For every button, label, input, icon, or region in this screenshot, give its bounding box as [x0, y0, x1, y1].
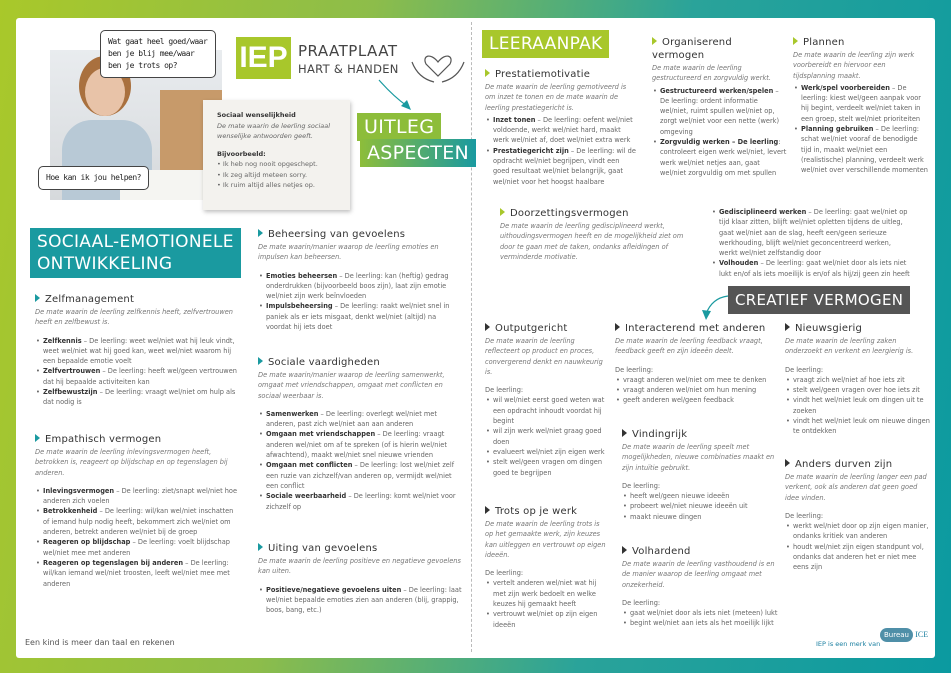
criterion-text: stelt wel/geen vragen om dingen goed te begrijpen	[493, 458, 603, 477]
list-item	[622, 512, 782, 522]
section-title: Organiserend vermogen	[652, 37, 732, 61]
speech-bubble-help: Hoe kan ik jou helpen?	[38, 166, 149, 190]
criterion-text: wil zijn werk wel/niet graag goed doen	[493, 427, 602, 446]
section-description: De mate waarin/manier waarop de leerling emoties en impulsen kan beheersen.	[258, 243, 439, 262]
criterion-text: – De leerling: gaat wel/niet op tijd klaar zitten, blijft wel/niet opletten tijdens de uitleg, gaat wel/niet aan de slag, heeft een/geen serieuze werkhouding, blijft wel/niet geconcentreerd werken, werkt wel/niet zelfstandig door	[719, 208, 908, 258]
triangle-bullet-icon	[622, 429, 627, 437]
section-heading	[652, 36, 787, 62]
list-item	[785, 395, 930, 416]
criteria-list	[258, 585, 463, 616]
section-intro: De leerling:	[785, 365, 824, 374]
criterion-name: Inzet tonen	[493, 115, 536, 124]
card-example: • Ik heb nog nooit opgeschept.	[217, 160, 318, 168]
triangle-bullet-icon	[785, 459, 790, 467]
criterion-name: Zorgvuldig werken – De leerling	[660, 138, 779, 147]
section-heading	[485, 505, 607, 518]
criteria-list	[485, 115, 637, 187]
list-item	[652, 137, 787, 178]
section-heading	[622, 428, 782, 441]
section-intro: De leerling:	[485, 386, 524, 395]
card-desc: De mate waarin de leerling sociaal wenselijke antwoorden geeft.	[217, 121, 331, 140]
criterion-text: : controleert eigen werk wel/niet, levert werk wel/niet netjes aan, gaat wel/niet zorgvuldig om met spullen	[660, 138, 787, 177]
section-description: De mate waarin de leerling positieve en negatieve gevoelens kan uiten.	[258, 557, 461, 576]
section-heading	[793, 36, 928, 49]
criterion-name: Zelfbewustzijn	[43, 388, 98, 397]
section-heading	[785, 458, 930, 471]
section-nieuwsgierig	[785, 322, 930, 437]
list-item	[615, 395, 777, 405]
list-item	[785, 375, 930, 385]
section-beheersing	[258, 228, 463, 332]
section-outputgericht	[485, 322, 607, 478]
criteria-list	[258, 271, 463, 333]
list-item	[615, 375, 777, 385]
criterion-name: Emoties beheersen	[266, 271, 338, 280]
section-zelfmanagement	[35, 293, 240, 408]
section-intro: De leerling:	[485, 569, 524, 578]
section-volhardend	[622, 545, 782, 629]
arrow-icon	[375, 78, 415, 113]
list-item	[622, 608, 782, 618]
triangle-bullet-icon	[615, 323, 620, 331]
section-description: De mate waarin de leerling zaken onderzoekt en verkent en leergierig is.	[785, 337, 914, 356]
list-item	[258, 460, 463, 491]
list-item	[35, 486, 240, 507]
list-item	[622, 618, 782, 628]
criteria-list	[35, 336, 240, 408]
section-title: Nieuwsgierig	[795, 323, 863, 334]
criterion-text: – De leerling: voelt blijdschap wel/niet mee met anderen	[43, 538, 230, 557]
section-heading	[258, 228, 463, 241]
title-line: ONTWIKKELING	[37, 254, 173, 274]
criterion-text: maakt nieuwe dingen	[630, 512, 702, 521]
list-item	[615, 385, 777, 395]
criterion-text: vindt het wel/niet leuk om dingen uit te zoeken	[793, 396, 924, 415]
criterion-name: Reageren op tegenslagen bij anderen	[43, 558, 184, 567]
criterion-text: – De leerling: oefent wel/niet voldoende, werkt wel/niet hard, maakt werk wel/niet af, doet wel/niet extra werk	[493, 115, 633, 145]
list-item	[711, 258, 910, 279]
iep-logo: IEP	[236, 37, 291, 79]
criterion-text: vraagt anderen wel/niet om hun mening	[623, 386, 757, 395]
section-intro: De leerling:	[785, 511, 824, 520]
section-interacterend	[615, 322, 777, 406]
section-title: Prestatiemotivatie	[495, 69, 591, 80]
title-line: SOCIAAL-EMOTIONELE	[37, 232, 234, 252]
list-item	[258, 429, 463, 460]
list-item	[35, 558, 240, 589]
list-item	[711, 207, 910, 258]
section-doorzetting	[500, 207, 910, 279]
poster-subtitle: HART & HANDEN	[298, 62, 399, 76]
section-heading	[35, 433, 240, 446]
section-description: De mate waarin de leerling speelt met mogelijkheden, nieuwe combinaties maakt en zijn intuïtie gebruikt.	[622, 443, 775, 472]
section-description: De mate waarin de leerling gedisciplineerd werkt, uithoudingsvermogen heeft en de mogelijkheid ziet om door te gaan met de taken, ondanks afleidingen of verminderde motivatie.	[500, 222, 684, 261]
criterion-text: probeert wel/niet nieuwe ideeën uit	[630, 502, 748, 511]
criterion-name: Zelfkennis	[43, 336, 82, 345]
card-example: • Ik ruim altijd alles netjes op.	[217, 181, 315, 189]
list-item	[258, 585, 463, 616]
section-description: De mate waarin de leerling langer een pad verkent, ook als anderen dat geen goed idee vinden.	[785, 473, 927, 502]
brand-bureau: Bureau	[880, 628, 913, 642]
triangle-bullet-icon	[258, 229, 263, 237]
triangle-bullet-icon	[622, 546, 627, 554]
list-item	[622, 491, 782, 501]
section-description: De mate waarin de leerling zijn werk voorbereidt en hiervoor een tijdsplanning maakt.	[793, 51, 915, 80]
criterion-name: Prestatiegericht zijn	[493, 146, 569, 155]
section-title: Trots op je werk	[495, 506, 578, 517]
section-heading	[35, 293, 240, 306]
criterion-text: – De leerling: wil/kan wel/niet inschatten of iemand hulp nodig heeft, bekommert zich wel/niet om anderen, betrekt anderen wel/niet bij de groep	[43, 507, 234, 537]
criterion-text: werkt wel/niet door op zijn eigen manier, ondanks kritiek van anderen	[793, 522, 929, 541]
criteria-list	[793, 83, 928, 176]
criteria-list	[785, 375, 930, 437]
criteria-list	[622, 491, 782, 522]
section-description: De mate waarin de leerling zelfkennis heeft, zelfvertrouwen heeft en zelfbewust is.	[35, 308, 233, 327]
section-description: De mate waarin de leerling feedback vraagt, feedback geeft en zijn ideeën deelt.	[615, 337, 763, 356]
section-sociale	[258, 356, 463, 512]
heart-hands-icon	[408, 42, 468, 87]
criterion-text: houdt wel/niet zijn eigen standpunt vol, ondanks dat anderen het er niet mee eens zijn	[793, 542, 924, 572]
footer-slogan: Een kind is meer dan taal en rekenen	[25, 638, 175, 647]
section-title: Empathisch vermogen	[45, 434, 162, 445]
criterion-text: evalueert wel/niet zijn eigen werk	[493, 447, 605, 456]
list-item	[485, 457, 607, 478]
triangle-bullet-icon	[485, 506, 490, 514]
criterion-text: – De leerling: vraagt anderen wel/niet om af te spreken (of is hierin wel/niet afwachtend), maakt wel/niet snel nieuwe vrienden	[266, 430, 447, 460]
criterion-name: Omgaan met conflicten	[266, 461, 353, 470]
triangle-bullet-icon	[35, 294, 40, 302]
criterion-text: – De leerling: raakt wel/niet snel in paniek als er iets misgaat, denkt wel/niet (altijd) na voordat hij iets doet	[266, 302, 450, 332]
section-description: De mate waarin/manier waarop de leerling samenwerkt, omgaat met vriendschappen, omgaat met conflicten en sociaal weerbaar is.	[258, 371, 445, 400]
criterion-text: – De leerling: ordent informatie wel/niet, ruimt spullen wel/niet op, zorgt wel/niet voor een nette (werk) omgeving	[660, 86, 780, 136]
triangle-bullet-icon	[652, 37, 657, 45]
triangle-bullet-icon	[500, 208, 505, 216]
criterion-name: Impulsbeheersing	[266, 302, 333, 311]
criterion-name: Omgaan met vriendschappen	[266, 430, 376, 439]
section-heading	[622, 545, 782, 558]
section-title: Outputgericht	[495, 323, 568, 334]
section-title: Sociale vaardigheden	[268, 357, 380, 368]
criterion-name: Gestructureerd werken/spelen	[660, 86, 774, 95]
list-item	[485, 426, 607, 447]
criterion-name: Positieve/negatieve gevoelens uiten	[266, 585, 402, 594]
list-item	[485, 395, 607, 426]
section-title: Anders durven zijn	[795, 459, 893, 470]
list-item	[35, 537, 240, 558]
section-title: Plannen	[803, 37, 845, 48]
list-item	[35, 506, 240, 537]
list-item	[485, 146, 637, 187]
criterion-text: – De leerling: gaat wel/niet door als iets niet lukt en/of als iets moeilijk is en/of als hij/zij geen zin heeft	[719, 259, 910, 278]
aspecten-label: ASPECTEN	[360, 139, 476, 167]
footer-brand-text: IEP is een merk van	[816, 640, 881, 648]
criterion-name: Reageren op blijdschap	[43, 538, 131, 547]
list-item	[258, 301, 463, 332]
card-example-label: Bijvoorbeeld:	[217, 149, 266, 158]
section-organiserend	[652, 36, 787, 178]
section-title: Uiting van gevoelens	[268, 543, 378, 554]
list-item	[35, 336, 240, 367]
section-heading	[485, 322, 607, 335]
criterion-name: Werk/spel voorbereiden	[801, 83, 890, 92]
criterion-name: Inlevingsvermogen	[43, 486, 115, 495]
criteria-list	[622, 608, 782, 629]
criteria-list	[652, 86, 787, 179]
section-description: De mate waarin de leerling reflecteert op product en proces, convergerend denkt en nauwkeurig is.	[485, 337, 603, 376]
list-item	[485, 609, 607, 630]
section-title: Volhardend	[632, 546, 691, 557]
criterion-text: – De leerling: kiest wel/geen aanpak voor hij begint, verdeelt wel/niet taken in een groep, stelt wel/niet prioriteiten	[801, 83, 921, 123]
criterion-text: – De leerling: schat wel/niet vooraf de benodigde tijd in, maakt wel/niet een (realistische) planning, verdeelt werk wel/niet over verschillende momenten	[801, 125, 928, 175]
section-heading	[485, 68, 637, 81]
section-heading	[258, 356, 463, 369]
section-vindingrijk	[622, 428, 782, 522]
criterion-text: geeft anderen wel/geen feedback	[623, 396, 734, 405]
section-heading	[258, 542, 463, 555]
list-item	[785, 416, 930, 437]
section-title-sociaal-emotioneel	[30, 228, 241, 278]
criterion-text: – De leerling: vraagt wel/niet om hulp als dat nodig is	[43, 388, 236, 407]
criteria-list	[485, 395, 607, 477]
criterion-text: vraagt anderen wel/niet om mee te denken	[623, 375, 767, 384]
criterion-name: Gedisciplineerd werken	[719, 208, 807, 216]
section-empathisch	[35, 433, 240, 589]
section-trots	[485, 505, 607, 630]
criterion-name: Volhouden	[719, 259, 759, 268]
criterion-name: Samenwerken	[266, 409, 319, 418]
list-item	[793, 83, 928, 124]
criterion-text: – De leerling: ziet/snapt wel/niet hoe anderen zich voelen	[43, 486, 238, 506]
section-intro: De leerling:	[622, 481, 661, 490]
section-title: Vindingrijk	[632, 429, 688, 440]
criterion-text: – De leerling: laat wel/niet bepaalde emoties zien aan anderen (blij, grappig, boos, bang, etc.)	[266, 585, 462, 615]
section-uiting	[258, 542, 463, 615]
list-item	[485, 447, 607, 457]
criterion-text: – De leerling: wil de opdracht wel/niet begrijpen, vindt een goed resultaat wel/niet belangrijk, gaat wel/niet voor het hoogst haalbare	[493, 146, 636, 186]
bureau-ice-logo	[880, 630, 928, 639]
list-item	[35, 387, 240, 408]
criterion-text: – De leerling: heeft wel/geen vertrouwen dat hij bepaalde activiteiten kan	[43, 367, 237, 386]
criterion-text: – De leerling: weet wel/niet wat hij leuk vindt, weet wel/niet wat hij goed kan, weet wel/niet waarom hij een bepaalde emotie voelt	[43, 336, 235, 366]
criterion-text: heeft wel/geen nieuwe ideeën	[630, 492, 730, 501]
criterion-name: Planning gebruiken	[801, 125, 874, 134]
section-title: Doorzettingsvermogen	[510, 208, 629, 219]
arrow-icon	[700, 292, 730, 322]
speech-bubble-question: Wat gaat heel goed/waar ben je blij mee/waar ben je trots op?	[100, 30, 216, 78]
criteria-list	[711, 207, 910, 279]
criterion-text: – De leerling: overlegt wel/niet met anderen, past zich wel/niet aan aan anderen	[266, 409, 437, 429]
card-title: Sociaal wenselijkheid	[217, 111, 296, 119]
list-item	[622, 501, 782, 511]
criteria-list	[258, 409, 463, 512]
criterion-name: Sociale weerbaarheid	[266, 492, 347, 501]
section-title: Zelfmanagement	[45, 294, 135, 305]
list-item	[35, 366, 240, 387]
section-intro: De leerling:	[622, 598, 661, 607]
criteria-list	[485, 578, 607, 629]
section-description: De mate waarin de leerling inlevingsvermogen heeft, betrokken is, reageert op blijdschap en op tegenslagen bij anderen.	[35, 448, 228, 477]
list-item	[652, 86, 787, 137]
section-description: De mate waarin de leerling vasthoudend is en de manier waarop de leerling omgaat met onzekerheid.	[622, 560, 775, 589]
section-heading	[500, 207, 699, 220]
criteria-list	[785, 521, 930, 572]
triangle-bullet-icon	[258, 543, 263, 551]
section-title-leeraanpak: LEERAANPAK	[482, 30, 609, 58]
section-prestatie	[485, 68, 637, 187]
section-anders	[785, 458, 930, 573]
brand-ice: ICE	[915, 630, 929, 639]
section-intro: De leerling:	[615, 365, 654, 374]
section-description: De mate waarin de leerling gestructureerd en zorgvuldig werkt.	[652, 64, 771, 83]
uitleg-label: UITLEG	[357, 113, 441, 141]
list-item	[258, 409, 463, 430]
triangle-bullet-icon	[485, 69, 490, 77]
card-example: • Ik zeg altijd meteen sorry.	[217, 170, 308, 179]
list-item	[485, 578, 607, 609]
section-heading	[785, 322, 930, 335]
list-item	[258, 271, 463, 302]
criterion-text: gaat wel/niet door als iets niet (meteen) lukt	[630, 609, 778, 618]
criterion-text: – De leerling: komt wel/niet voor zichzelf op	[266, 492, 456, 511]
section-title-creatief: CREATIEF VERMOGEN	[728, 286, 910, 314]
list-item	[785, 521, 930, 542]
criterion-text: stelt wel/geen vragen over hoe iets zit	[793, 386, 920, 395]
triangle-bullet-icon	[258, 357, 263, 365]
section-heading	[615, 322, 777, 335]
criterion-name: Betrokkenheid	[43, 507, 98, 516]
list-item	[485, 115, 637, 146]
section-title: Interacterend met anderen	[625, 323, 766, 334]
criterion-text: – De leerling: lost wel/niet zelf een ruzie van zichzelf/van anderen op, vermijdt wel/niet een conflict	[266, 461, 455, 490]
criterion-text: – De leerling: wil/kan iemand wel/niet troosten, leeft wel/niet mee met anderen	[43, 558, 230, 588]
poster-title: PRAATPLAAT	[298, 42, 398, 60]
list-item	[793, 124, 928, 175]
criteria-list	[35, 486, 240, 589]
section-plannen	[793, 36, 928, 176]
section-title: Beheersing van gevoelens	[268, 229, 406, 240]
triangle-bullet-icon	[793, 37, 798, 45]
criteria-list	[615, 375, 777, 406]
list-item	[785, 542, 930, 573]
criterion-text: vraagt zich wel/niet af hoe iets zit	[793, 375, 905, 384]
criterion-text: vertelt anderen wel/niet wat hij met zijn werk bedoelt en welke keuzes hij gemaakt heeft	[493, 579, 597, 609]
list-item	[258, 491, 463, 512]
social-desirability-card	[203, 100, 350, 210]
criterion-text: vindt het wel/niet leuk om nieuwe dingen te ontdekken	[793, 417, 930, 436]
triangle-bullet-icon	[785, 323, 790, 331]
criterion-name: Zelfvertrouwen	[43, 367, 101, 376]
criterion-text: vertrouwt wel/niet op zijn eigen ideeën	[493, 610, 598, 629]
criterion-text: begint wel/niet aan iets als het moeilijk lijkt	[630, 619, 774, 628]
criterion-text: – De leerling: kan (heftig) gedrag onderdrukken (bijvoorbeeld boos zijn), laat zijn emotie wel/niet zijn werk beïnvloeden	[266, 271, 449, 301]
criterion-text: wil wel/niet eerst goed weten wat een opdracht inhoudt voordat hij begint	[493, 396, 605, 426]
triangle-bullet-icon	[35, 434, 40, 442]
section-description: De mate waarin de leerling gemotiveerd is om inzet te tonen en de mate waarin de leerling prestatiegericht is.	[485, 83, 627, 112]
triangle-bullet-icon	[485, 323, 490, 331]
section-description: De mate waarin de leerling trots is op het gemaakte werk, zijn keuzes kan uitleggen en vertrouwt op eigen ideeën.	[485, 520, 606, 559]
page-fold-divider	[471, 22, 472, 652]
list-item	[785, 385, 930, 395]
